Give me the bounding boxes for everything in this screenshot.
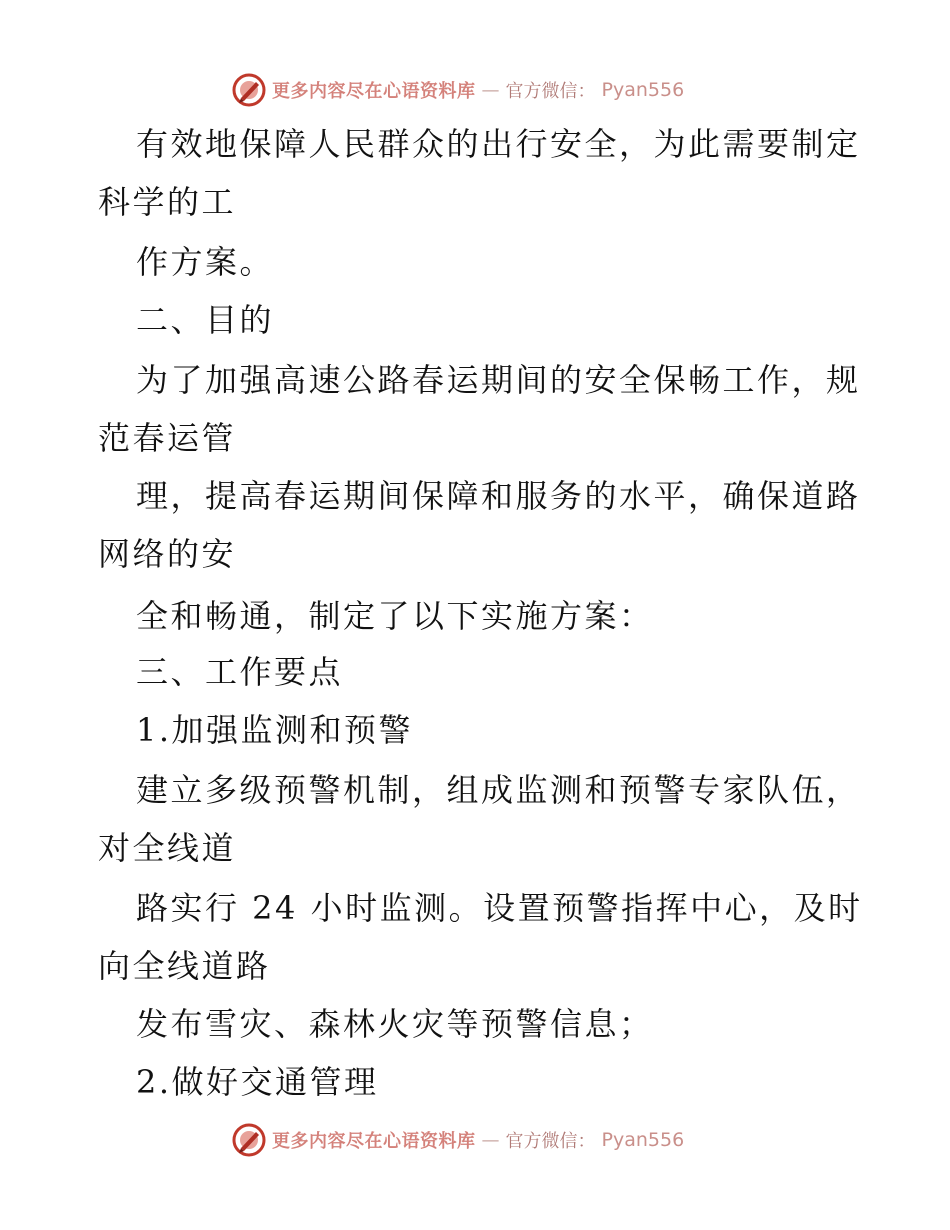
body-line: 为了加强高速公路春运期间的安全保畅工作，规 (136, 361, 861, 399)
banner-slogan: 更多内容尽在心语资料库 (272, 1131, 476, 1152)
banner-dash: — (481, 1129, 500, 1151)
banner-dash: — (481, 79, 500, 101)
banner-slogan: 更多内容尽在心语资料库 (272, 81, 476, 102)
banner-wechat-id: Pyan556 (601, 1129, 685, 1151)
body-line: 作方案。 (136, 243, 275, 281)
body-line: 网络的安 (98, 535, 237, 573)
body-line: 对全线道 (98, 829, 237, 867)
pen-logo-icon (232, 73, 266, 107)
body-line: 有效地保障人民群众的出行安全，为此需要制定 (136, 125, 861, 163)
body-line: 全和畅通，制定了以下实施方案： (136, 597, 654, 635)
section-heading: 三、工作要点 (136, 653, 344, 691)
banner-wechat-label: 官方微信： (505, 1131, 596, 1152)
body-line: 路实行 24 小时监测。设置预警指挥中心，及时 (136, 889, 863, 927)
pen-logo-icon (232, 1123, 266, 1157)
banner-wechat-id: Pyan556 (601, 79, 685, 101)
subsection-heading: 2.做好交通管理 (136, 1063, 379, 1101)
banner-wechat-label: 官方微信： (505, 81, 596, 102)
body-line: 范春运管 (98, 419, 237, 457)
body-line: 向全线道路 (98, 947, 271, 985)
footer-banner (232, 1120, 684, 1160)
body-line: 发布雪灾、森林火灾等预警信息； (136, 1005, 654, 1043)
body-line: 建立多级预警机制，组成监测和预警专家队伍， (136, 771, 861, 809)
subsection-heading: 1.加强监测和预警 (136, 711, 414, 749)
body-line: 科学的工 (98, 183, 237, 221)
section-heading: 二、目的 (136, 301, 275, 339)
header-banner (232, 70, 684, 110)
body-line: 理，提高春运期间保障和服务的水平，确保道路 (136, 477, 861, 515)
